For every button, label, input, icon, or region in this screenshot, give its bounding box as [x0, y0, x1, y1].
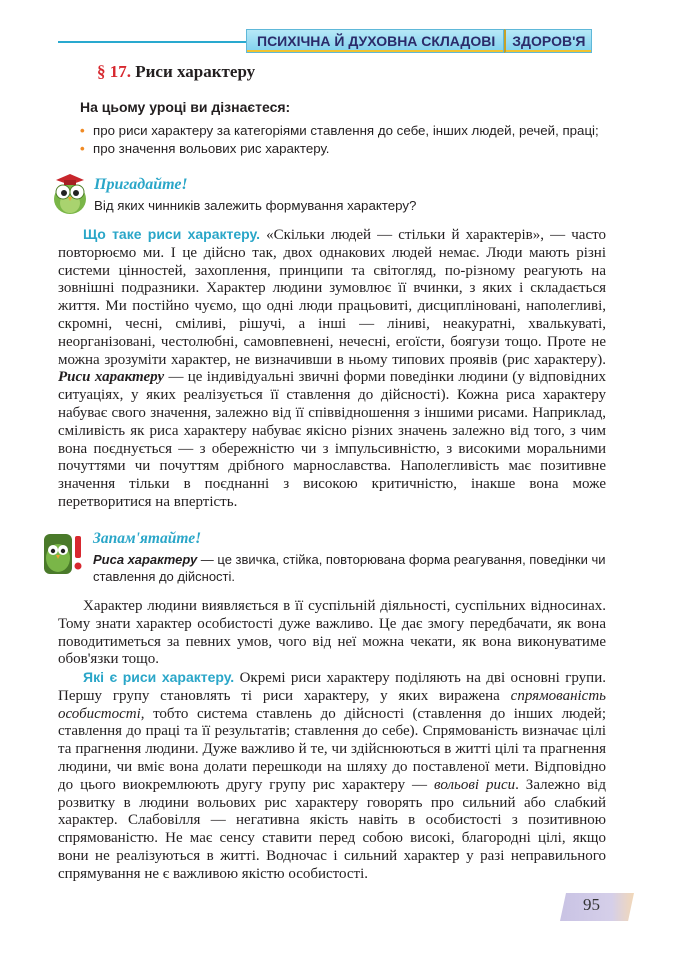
paragraph-heading: Що таке риси характеру. — [83, 226, 260, 242]
paragraph-types: Які є риси характеру. Окремі риси характеру поділяють на дві основні групи. Першу групу становлять ті риси характеру, у яких виражена спрямованість особистості, тобто система ставлень до дійсності (ставлення до інших людей; ставлення до праці та її результатів; ставлення до себе). Спрямованість визначає цілі та прагнення людини. Дуже важливо й те, чи здійснюються в житті цілі та прагнення людини, чи вміє вона долати перешкоди на шляху до поставленої мети. Відповідно до цього виокремлюють другу групу рис характеру — вольові риси. Залежно від розвитку в людини вольових рис характеру говорять про сильний або слабкий характер. Слабовілля — негативна якість навіть в особистості з позитивною спрямованістю. Не має сенсу ставити перед собою високі, благородні цілі, якщо вони не реалізуються в житті. Водночас і сильний характер у разі неправильного спрямування не є важливою якістю особистості. — [58, 669, 606, 882]
term: спрямованість особистості — [58, 687, 606, 722]
learn-item: • про риси характеру за категоріями ставлення до себе, інших людей, речей, праці; — [80, 123, 599, 138]
remember-title: Пригадайте! — [94, 176, 188, 193]
memo-text: Риса характеру — це звичка, стійка, повторювана форма реагування, поведінки чи ставлення до дійсності. — [93, 552, 606, 584]
bullet-icon: • — [80, 141, 85, 156]
page-number: 95 — [583, 895, 600, 914]
paragraph-heading: Які є риси характеру. — [83, 669, 235, 685]
chapter-title: ПСИХІЧНА Й ДУХОВНА СКЛАДОВІ — [246, 29, 504, 53]
owl-exclamation-icon — [42, 530, 84, 576]
learn-list — [80, 122, 599, 158]
paragraph-character: Характер людини виявляється в її суспільній діяльності, суспільних відносинах. Тому знати характер особистості дуже важливо. Це дає змогу передбачати, як вона поводитиметься за певних умов, чого від неї можна чекати, як вона виконуватиме обов'язки тощо. — [58, 598, 606, 668]
owl-graduate-icon — [50, 170, 90, 216]
chapter-header — [246, 29, 630, 53]
section-number: § 17. — [97, 62, 131, 81]
section-heading — [97, 62, 255, 82]
learn-heading: На цьому уроці ви дізнаєтеся: — [80, 99, 291, 115]
memo-term: Риса характеру — [93, 552, 198, 567]
term: Риси характеру — [58, 369, 165, 386]
learn-item: • про значення вольових рис характеру. — [80, 141, 330, 156]
term: вольові риси — [434, 776, 516, 793]
bullet-icon: • — [80, 123, 85, 138]
header-rule — [58, 41, 248, 43]
remember-question: Від яких чинників залежить формування характеру? — [94, 198, 417, 213]
memo-title: Запам'ятайте! — [93, 530, 202, 547]
paragraph-what-is: Що таке риси характеру. «Скільки людей — стільки й характерів», — часто повторюємо ми. І це дійсно так, двох однакових людей немає. Люди мають різні системи цінностей, захоплення, принципи та світогляд, по-різному реагують на зовнішні подразники. Характер людини зумовлює її вчинки, з яких і складається життя. Ми постійно чуємо, що одні люди працьовиті, дисципліновані, наполегливі, скромні, чесні, сміливі, рішучі, а інші — ліниві, неакуратні, хвалькуваті, неорганізовані, честолюбні, самовпевнені, нечесні, егоїсти, боягузи тощо. Проте не можна зрозуміти характер, не визначивши в ньому типових проявів (рис характеру). Риси характеру — це індивідуальні звичні форми поведінки людини (у відповідних ситуаціях, у яких реалізується її ставлення до дійсності). Кожна риса характеру набуває свого значення, залежно від її співвідношення з іншими рисами. Наприклад, сміливість як риса характеру набуває якісно різних значень залежно від того, з чим вона поєднується — з обережністю чи з імпульсивністю, з високими моральними почуттями чи почуттям дрібного марнославства. Наполегливість має позитивне значення тільки в поєднанні з високою критичністю, інакше вона може перетворитися на впертість. — [58, 226, 606, 510]
section-title: Риси характеру — [135, 62, 256, 81]
chapter-subject: ЗДОРОВ'Я — [504, 29, 592, 53]
